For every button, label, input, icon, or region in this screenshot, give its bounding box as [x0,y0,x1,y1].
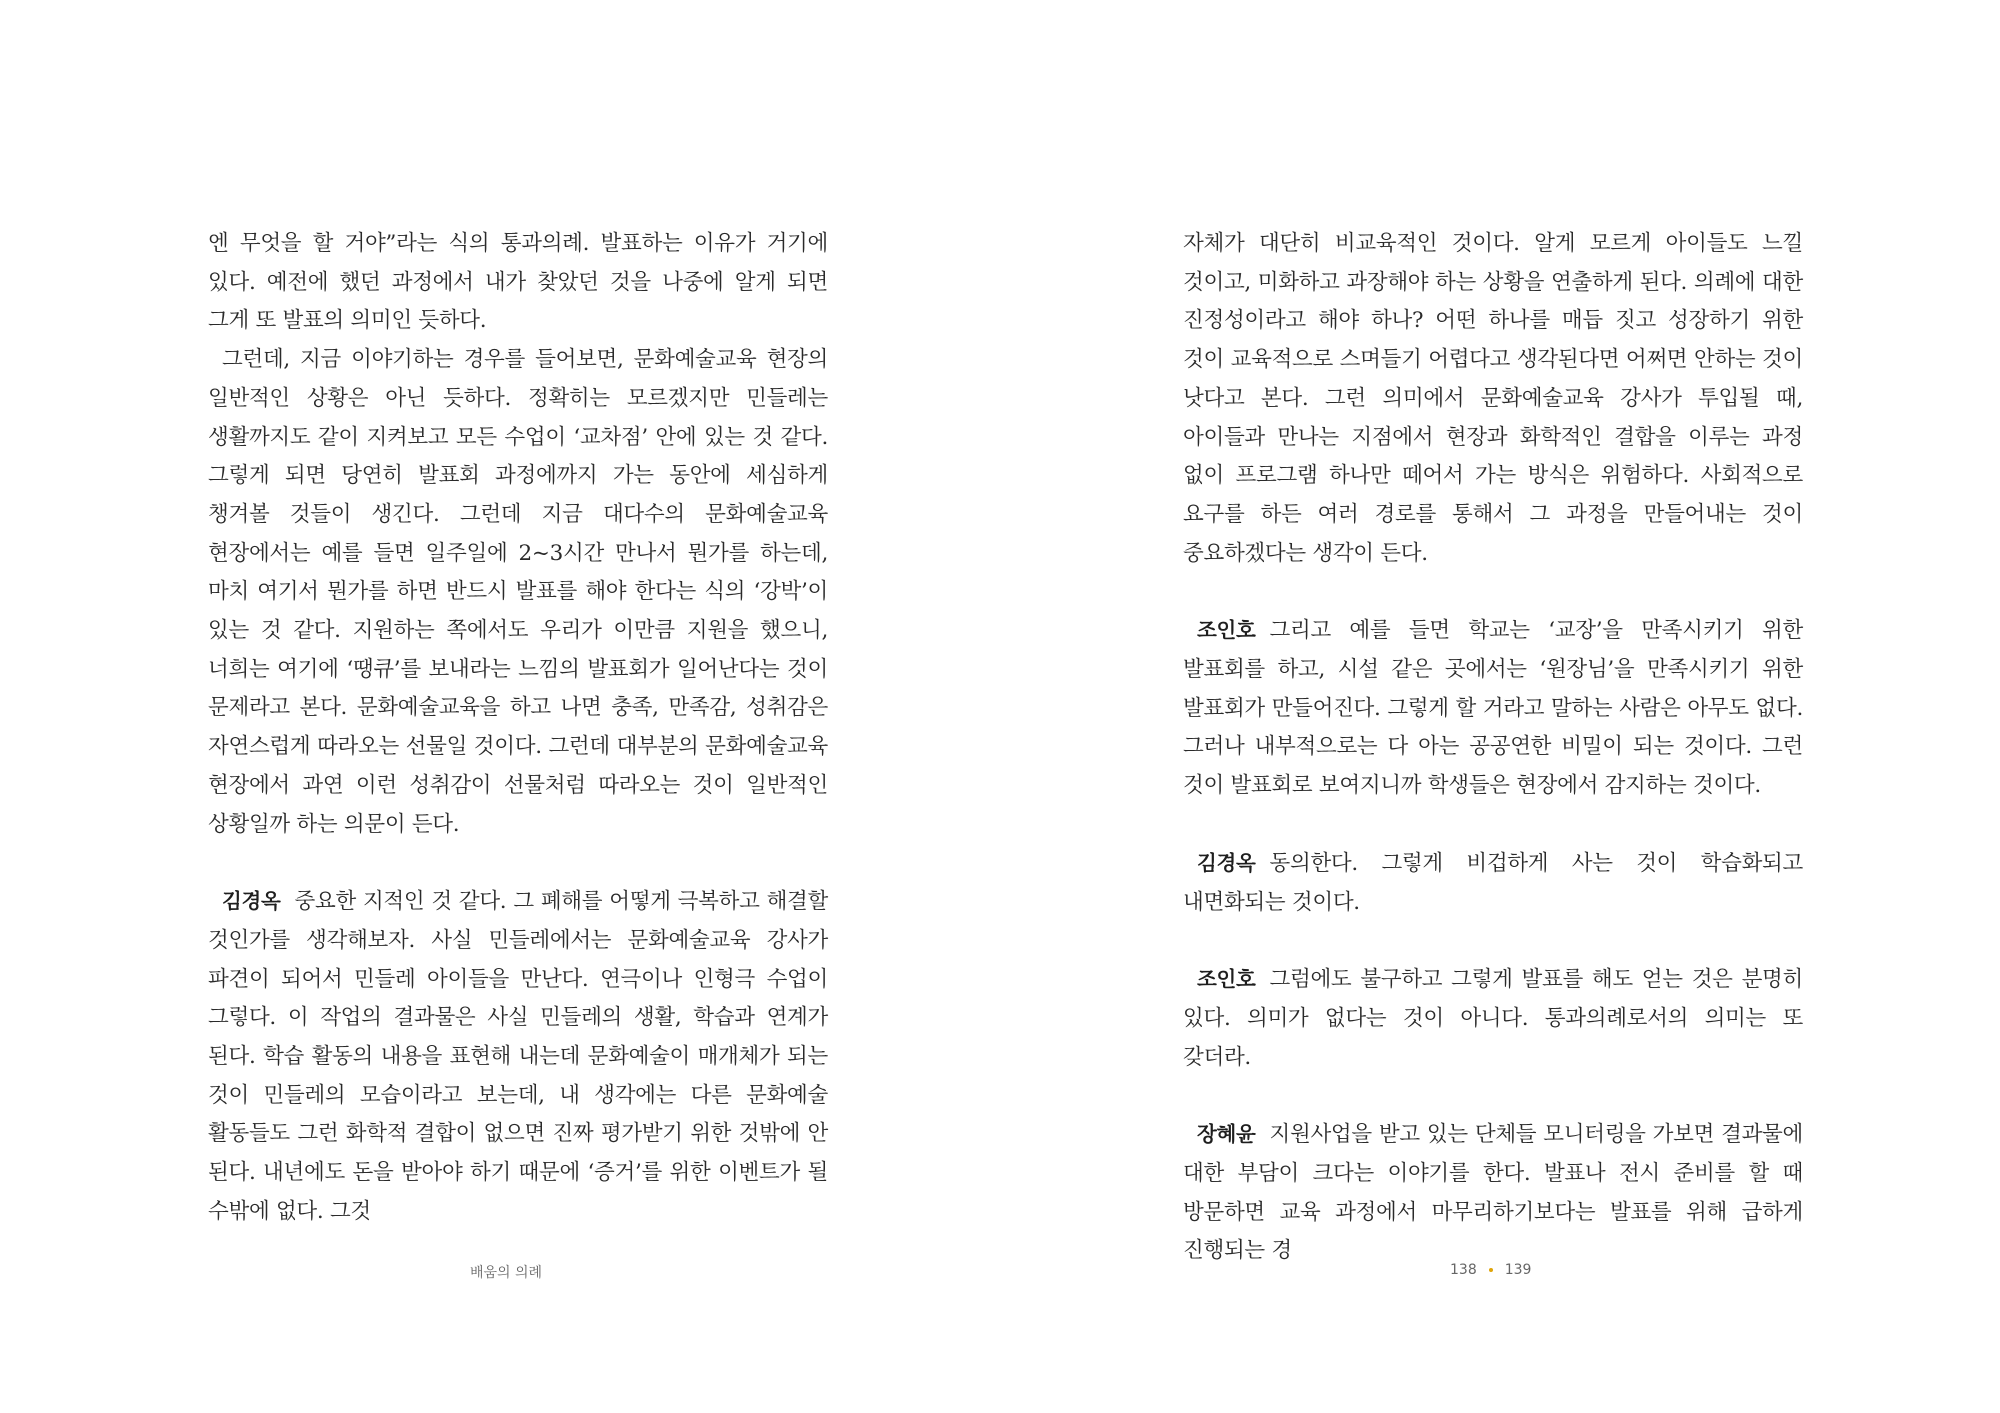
speech-text: 그리고 예를 들면 학교는 ‘교장’을 만족시키기 위한 발표회를 하고, 시설 같은 곳에서는 ‘원장님’을 만족시키기 위한 발표회가 만들어진다. 그렇게 할 거라고 말하는 사람은 아무도 없다. 그러나 내부적으로는 다 아는 공공연한 비밀이 되는 것이다. 그런 것이 발표회로 보여지니까 학생들은 현장에서 감지하는 것이다. [1183,618,1803,799]
paragraph: 그런데, 지금 이야기하는 경우를 들어보면, 문화예술교육 현장의 일반적인 상황은 아닌 듯하다. 정확히는 모르겠지만 민들레는 생활까지도 같이 지켜보고 모든 수업이 ‘교차점’ 안에 있는 것 같다. 그렇게 되면 당연히 발표회 과정에까지 가는 동안에 세심하게 챙겨볼 것들이 생긴다. 그런데 지금 대다수의 문화예술교육 현장에서는 예를 들면 일주일에 2~3시간 만나서 뭔가를 하는데, 마치 여기서 뭔가를 하면 반드시 발표를 해야 한다는 식의 ‘강박’이 있는 것 같다. 지원하는 쪽에서도 우리가 이만큼 지원을 했으니, 너희는 여기에 ‘땡큐’를 보내라는 느낌의 발표회가 일어난다는 것이 문제라고 본다. 문화예술교육을 하고 나면 충족, 만족감, 성취감은 자연스럽게 따라오는 선물일 것이다. 그런데 대부분의 문화예술교육 현장에서 과연 이런 성취감이 선물처럼 따라오는 것이 일반적인 상황일까 하는 의문이 든다. [208,347,828,837]
paragraph: 자체가 대단히 비교육적인 것이다. 알게 모르게 아이들도 느낄 것이고, 미화하고 과장해야 하는 상황을 연출하게 된다. 의례에 대한 진정성이라고 해야 하나? 어떤 하나를 매듭 짓고 성장하기 위한 것이 교육적으로 스며들기 어렵다고 생각된다면 어쩌면 안하는 것이 낫다고 본다. 그런 의미에서 문화예술교육 강사가 투입될 때, 아이들과 만나는 지점에서 현장과 화학적인 결합을 이루는 과정 없이 프로그램 하나만 떼어서 가는 방식은 위험하다. 사회적으로 요구를 하든 여러 경로를 통해서 그 과정을 만들어내는 것이 중요하겠다는 생각이 든다. [1183,231,1803,566]
speaker-name: 조인호 [1197,967,1256,992]
right-page [1000,0,2000,1413]
separator-dot-icon [1489,1268,1493,1272]
dialogue-paragraph [1183,1115,1803,1271]
speech-text: 그럼에도 불구하고 그렇게 발표를 해도 얻는 것은 분명히 있다. 의미가 없다는 것이 아니다. 통과의례로서의 의미는 또 갖더라. [1183,967,1803,1070]
speech-text: 중요한 지적인 것 같다. 그 폐해를 어떻게 극복하고 해결할 것인가를 생각해보자. 사실 민들레에서는 문화예술교육 강사가 파견이 되어서 민들레 아이들을 만난다. 연극이나 인형극 수업이 그렇다. 이 작업의 결과물은 사실 민들레의 생활, 학습과 연계가 된다. 학습 활동의 내용을 표현해 내는데 문화예술이 매개체가 되는 것이 민들레의 모습이라고 보는데, 내 생각에는 다른 문화예술 활동들도 그런 화학적 결합이 없으면 진짜 평가받기 위한 것밖에 안 된다. 내년에도 돈을 받아야 하기 때문에 ‘증거’를 위한 이벤트가 될 수밖에 없다. 그것 [208,889,828,1224]
page-number-left: 138 [1450,1262,1477,1278]
dialogue-paragraph [1183,611,1803,806]
book-title-footer: 배움의 의례 [470,1265,543,1281]
page-number-right: 139 [1504,1262,1532,1278]
dialogue-paragraph [1183,960,1803,1077]
speaker-name: 김경옥 [222,889,281,914]
speaker-name: 장혜윤 [1197,1122,1256,1147]
speech-text: 지원사업을 받고 있는 단체들 모니터링을 가보면 결과물에 대한 부담이 크다는 이야기를 한다. 발표나 전시 준비를 할 때 방문하면 교육 과정에서 마무리하기보다는 발표를 위해 급하게 진행되는 경 [1183,1122,1803,1264]
speaker-name: 김경옥 [1197,850,1256,875]
speaker-name: 조인호 [1197,618,1256,643]
speech-text: 동의한다. 그렇게 비겁하게 사는 것이 학습화되고 내면화되는 것이다. [1183,850,1803,915]
right-text-column [1183,225,1803,1271]
page-numbers-footer [1450,1262,1531,1278]
paragraph: 엔 무엇을 할 거야”라는 식의 통과의례. 발표하는 이유가 거기에 있다. 예전에 했던 과정에서 내가 찾았던 것을 나중에 알게 되면 그게 또 발표의 의미인 듯하다. [208,231,828,334]
left-text-column [208,225,828,1232]
dialogue-paragraph [208,882,828,1231]
dialogue-paragraph [1183,844,1803,922]
